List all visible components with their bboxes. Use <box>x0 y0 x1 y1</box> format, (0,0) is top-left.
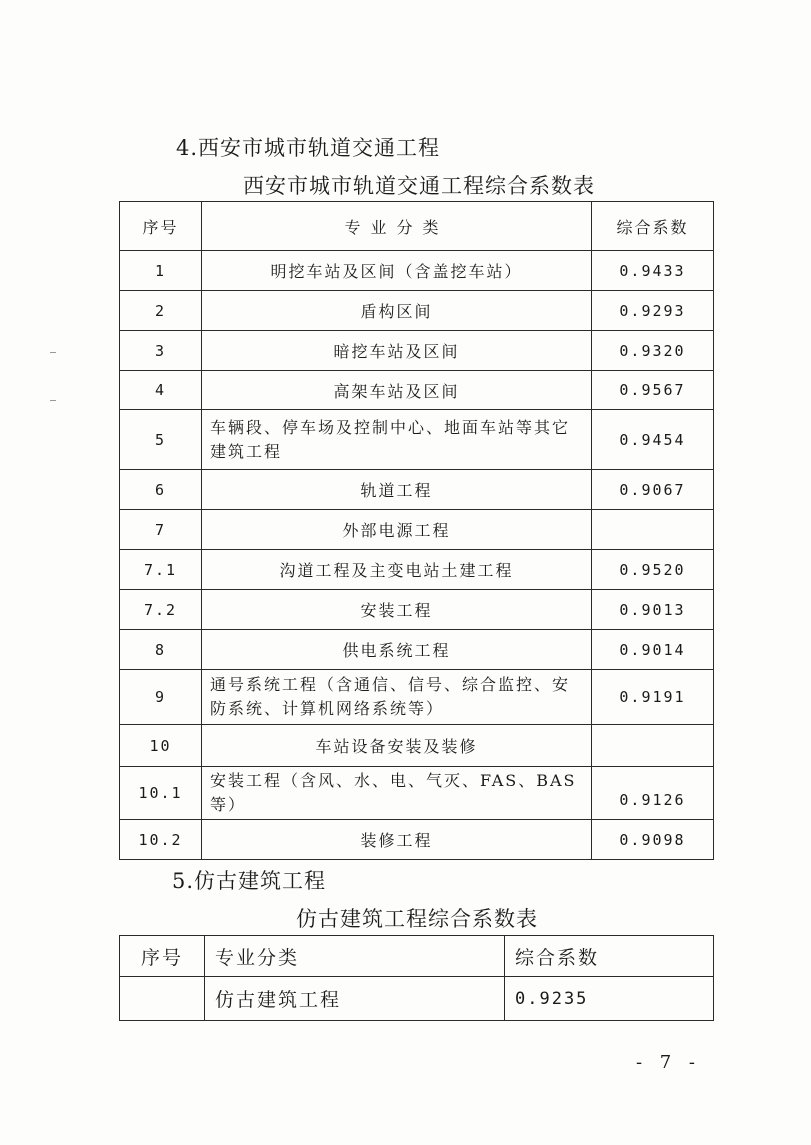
row-no: 8 <box>120 630 202 670</box>
row-coefficient: 0.9013 <box>592 590 714 630</box>
header-no: 序号 <box>120 202 202 251</box>
row-coefficient: 0.9126 <box>592 767 714 820</box>
row-no: 4 <box>120 371 202 410</box>
row-category: 安装工程（含风、水、电、气灭、FAS、BAS等） <box>202 767 592 820</box>
section5-heading: 5.仿古建筑工程 <box>172 869 327 893</box>
table-row <box>120 371 714 410</box>
table1-caption: 西安市城市轨道交通工程综合系数表 <box>243 174 595 198</box>
table-row <box>120 470 714 510</box>
row-coefficient: 0.9454 <box>592 410 714 470</box>
antique-building-coefficient-table <box>119 935 714 1021</box>
table-row <box>120 331 714 371</box>
row-no: 10.2 <box>120 820 202 860</box>
header-coefficient: 综合系数 <box>592 202 714 251</box>
row-category: 通号系统工程（含通信、信号、综合监控、安防系统、计算机网络系统等） <box>202 670 592 725</box>
row-coefficient: 0.9433 <box>592 251 714 291</box>
table-row <box>120 291 714 331</box>
row-no: 7 <box>120 510 202 550</box>
row-coefficient: 0.9098 <box>592 820 714 860</box>
row-category: 暗挖车站及区间 <box>202 331 592 371</box>
table-row <box>120 977 714 1021</box>
table-row <box>120 251 714 291</box>
section4-heading: 4.西安市城市轨道交通工程 <box>176 136 441 160</box>
row-category: 外部电源工程 <box>202 510 592 550</box>
table-header-row <box>120 202 714 251</box>
row-category: 车辆段、停车场及控制中心、地面车站等其它建筑工程 <box>202 410 592 470</box>
row-coefficient <box>592 725 714 767</box>
table-row <box>120 590 714 630</box>
row-coefficient: 0.9067 <box>592 470 714 510</box>
row-category: 车站设备安装及装修 <box>202 725 592 767</box>
row-category: 供电系统工程 <box>202 630 592 670</box>
row-no: 2 <box>120 291 202 331</box>
row-category: 明挖车站及区间（含盖挖车站） <box>202 251 592 291</box>
table2-caption: 仿古建筑工程综合系数表 <box>296 907 538 931</box>
header-no: 序号 <box>120 936 205 977</box>
header-category: 专业分类 <box>202 202 592 251</box>
row-category: 盾构区间 <box>202 291 592 331</box>
scan-mark <box>50 400 56 401</box>
row-no: 10 <box>120 725 202 767</box>
row-coefficient: 0.9191 <box>592 670 714 725</box>
table-row <box>120 767 714 820</box>
row-coefficient: 0.9567 <box>592 371 714 410</box>
page-number: - 7 - <box>635 1052 701 1073</box>
row-category: 仿古建筑工程 <box>205 977 505 1021</box>
row-no: 7.1 <box>120 550 202 590</box>
table-row <box>120 630 714 670</box>
row-category: 安装工程 <box>202 590 592 630</box>
row-category: 轨道工程 <box>202 470 592 510</box>
row-no: 3 <box>120 331 202 371</box>
table-row <box>120 725 714 767</box>
row-no: 6 <box>120 470 202 510</box>
row-no: 7.2 <box>120 590 202 630</box>
row-category: 装修工程 <box>202 820 592 860</box>
row-no: 9 <box>120 670 202 725</box>
header-category: 专业分类 <box>205 936 505 977</box>
row-coefficient: 0.9320 <box>592 331 714 371</box>
table-row <box>120 670 714 725</box>
rail-coefficient-table <box>119 201 714 860</box>
table-row <box>120 550 714 590</box>
table-row <box>120 410 714 470</box>
table-header-row <box>120 936 714 977</box>
row-coefficient <box>592 510 714 550</box>
row-coefficient: 0.9293 <box>592 291 714 331</box>
row-coefficient: 0.9235 <box>505 977 714 1021</box>
row-no <box>120 977 205 1021</box>
table-row <box>120 820 714 860</box>
row-category: 沟道工程及主变电站土建工程 <box>202 550 592 590</box>
row-no: 10.1 <box>120 767 202 820</box>
row-coefficient: 0.9520 <box>592 550 714 590</box>
row-coefficient: 0.9014 <box>592 630 714 670</box>
row-no: 5 <box>120 410 202 470</box>
scan-mark <box>50 352 56 353</box>
row-category: 高架车站及区间 <box>202 371 592 410</box>
table-row <box>120 510 714 550</box>
header-coefficient: 综合系数 <box>505 936 714 977</box>
row-no: 1 <box>120 251 202 291</box>
